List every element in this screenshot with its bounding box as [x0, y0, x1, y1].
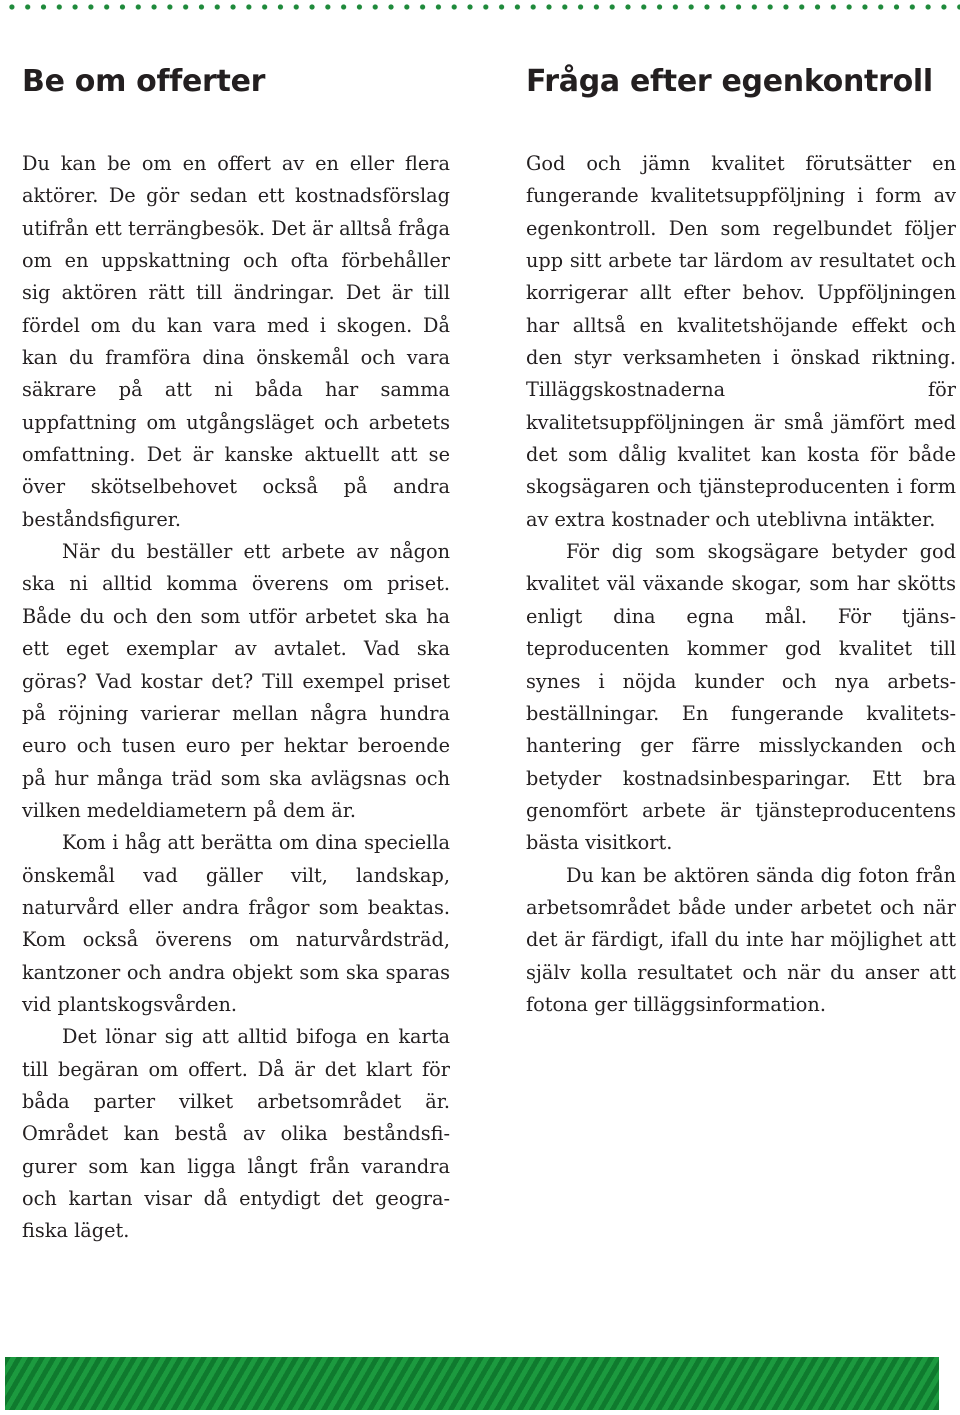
dotted-top-border [0, 0, 960, 14]
left-section-heading: Be om offerter [22, 64, 266, 99]
right-column [526, 62, 956, 1021]
right-paragraph-2: För dig som skogsägare betyder god kvalitet väl växande skogar, som har skötts enligt dina egna mål. För tjänsteproducenten kommer god kvalitet till synes i nöjda kunder och nya arbetsbeställningar. En fungerande kvalitetshantering ger färre misslyckanden och betyder kostnadsinbesparingar. Ett bra genomfört arbete är tjänsteproducentens bästa visitkort. [526, 540, 956, 855]
left-paragraph-4: Det lönar sig att alltid bifoga en karta till begäran om offert. Då är det klart för båda parter vilket arbetsområdet är. Området kan bestå av olika beståndsfigurer som kan ligga långt från varandra och kartan visar då entydigt det geografiska läget. [22, 1025, 450, 1243]
left-paragraph-3: Kom i håg att berätta om dina speciella önskemål vad gäller vilt, landskap, naturvård eller andra frågor som beaktas. Kom också överens om naturvårdsträd, kantzoner och andra objekt som ska sparas vid plantskogsvården. [22, 831, 450, 1016]
left-column [22, 62, 450, 1248]
green-footer-band [5, 1357, 939, 1410]
left-paragraph-1: Du kan be om en offert av en eller flera aktörer. De gör sedan ett kostnadsförslag utifrån ett terrängbesök. Det är alltså fråga om en uppskattning och ofta förbehåller sig aktören rätt till ändringar. Det är till fördel om du kan vara med i skogen. Då kan du framföra dina önskemål och vara säkrare på att ni båda har samma uppfattning om utgångsläget och arbetets omfattning. Det är kanske aktuellt att se över skötselbehovet också på andra beståndsfigurer. [22, 152, 450, 531]
right-paragraph-1: God och jämn kvalitet förutsätter en fungerande kvalitetsuppföljning i form av egenkontroll. Den som regelbundet följer upp sitt arbete tar lärdom av resultatet och korrigerar allt efter behov. Uppföljningen har alltså en kvalitetshöjande effekt och den styr verksamheten i önskad riktning. Tilläggskostnaderna för kvalitetsuppföljningen är små jämfört med det som dålig kvalitet kan kosta för både skogsägaren och tjänsteproducenten i form av extra kostnader och uteblivna intäkter. [526, 152, 956, 531]
left-paragraph-2: När du beställer ett arbete av någon ska ni alltid komma överens om priset. Både du och den som utför arbetet ska ha ett eget exemplar av avtalet. Vad ska göras? Vad kostar det? Till exempel priset på röjning varierar mellan några hundra euro och tusen euro per hektar beroende på hur många träd som ska avlägsnas och vilken medeldiametern på dem är. [22, 540, 450, 822]
right-paragraph-3: Du kan be aktören sända dig foton från arbetsområdet både under arbetet och när det är färdigt, ifall du inte har möjlighet att själv kolla resultatet och när du anser att fotona ger tilläggsinformation. [526, 863, 956, 1016]
right-section-heading: Fråga efter egenkontroll [526, 64, 933, 99]
